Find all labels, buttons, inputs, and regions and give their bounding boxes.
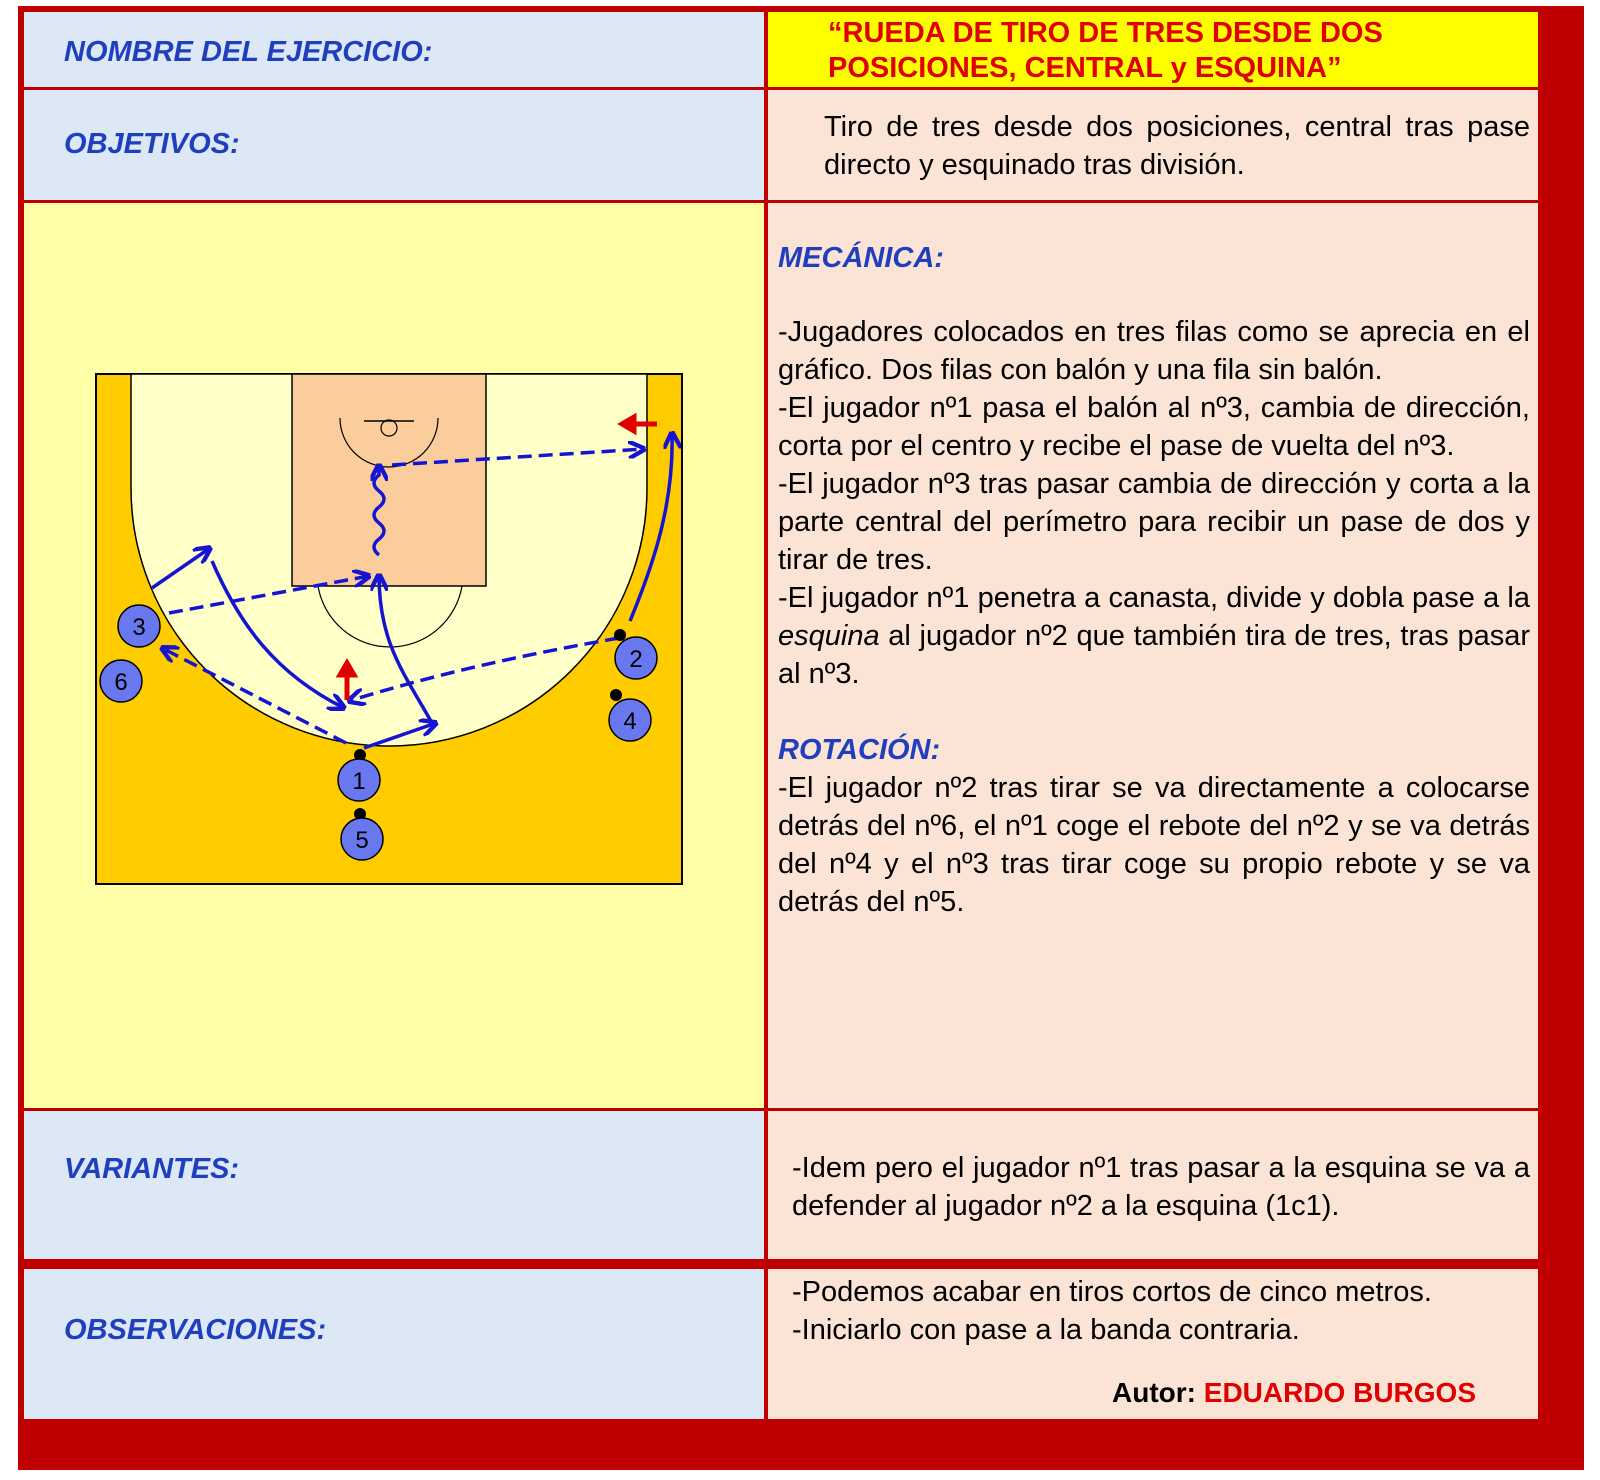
player-4-label: 4	[623, 708, 637, 735]
player-3-label: 3	[132, 614, 146, 641]
observations-label: OBSERVACIONES:	[64, 1314, 327, 1346]
observations-line2: -Iniciarlo con pase a la banda contraria.	[792, 1314, 1300, 1346]
player-2-label: 2	[629, 646, 643, 673]
mechanics-cell	[768, 203, 1538, 1108]
court-diagram	[24, 203, 764, 1108]
player-6-label: 6	[114, 669, 128, 696]
court-diagram-cell	[24, 203, 764, 1108]
variants-text: -Idem pero el jugador nº1 tras pasar a la esquina se va a defender al jugador nº2 a la esquina (1c1).	[792, 1152, 1530, 1222]
mechanics-p3: -El jugador nº3 tras pasar cambia de dirección y corta a la parte central del perímetro para recibir un pase de dos y tirar de tres.	[778, 468, 1530, 576]
name-label: NOMBRE DEL EJERCICIO:	[64, 36, 433, 68]
mechanics-p4-italic: esquina	[778, 620, 880, 652]
mechanics-p1: -Jugadores colocados en tres filas como se aprecia en el gráfico. Dos filas con balón y una fila sin balón.	[778, 316, 1530, 386]
objectives-cell	[768, 90, 1538, 200]
mechanics-p4	[778, 579, 1530, 693]
variants-label-cell	[24, 1111, 764, 1259]
player-2	[615, 637, 657, 679]
variants-cell	[768, 1111, 1538, 1259]
observations-label-cell	[24, 1269, 764, 1419]
observations-cell	[768, 1269, 1538, 1419]
ball-4	[610, 689, 622, 701]
mechanics-p2: -El jugador nº1 pasa el balón al nº3, cambia de dirección, corta por el centro y recibe el pase de vuelta del nº3.	[778, 392, 1530, 462]
player-4	[609, 699, 651, 741]
exercise-title-line2: POSICIONES, CENTRAL y ESQUINA”	[828, 52, 1342, 84]
player-5-label: 5	[355, 827, 369, 854]
player-1	[338, 759, 380, 801]
rotation-heading: ROTACIÓN:	[778, 734, 941, 766]
mechanics-p4-end: al jugador nº2 que también tira de tres, tras pasar al nº3.	[778, 620, 1530, 690]
player-6	[100, 660, 142, 702]
player-1-label: 1	[352, 768, 366, 795]
ball-2	[614, 629, 626, 641]
exercise-sheet	[18, 6, 1584, 1470]
objectives-label-cell	[24, 90, 764, 200]
rotation-text: -El jugador nº2 tras tirar se va directamente a colocarse detrás del nº6, el nº1 coge el rebote del nº2 y se va detrás del nº4 y el nº3 tras tirar coge su propio rebote y se va detrás del nº5.	[778, 772, 1530, 918]
author-credit	[1112, 1377, 1476, 1409]
objectives-label: OBJETIVOS:	[64, 128, 240, 160]
title-cell	[768, 12, 1538, 87]
observations-text	[792, 1273, 1532, 1349]
mechanics-p4-start: -El jugador nº1 penetra a canasta, divide y dobla pase a la	[778, 582, 1530, 614]
mechanics-heading: MECÁNICA:	[778, 242, 944, 274]
objectives-text: Tiro de tres desde dos posiciones, central tras pase directo y esquinado tras división.	[824, 111, 1530, 181]
author-name: EDUARDO BURGOS	[1203, 1377, 1476, 1408]
player-3	[118, 605, 160, 647]
paint	[292, 374, 486, 586]
exercise-title-line1: “RUEDA DE TIRO DE TRES DESDE DOS	[828, 17, 1383, 49]
exercise-title	[828, 16, 1383, 86]
name-label-cell	[24, 12, 764, 87]
variants-label: VARIANTES:	[64, 1153, 240, 1185]
observations-line1: -Podemos acabar en tiros cortos de cinco metros.	[792, 1276, 1432, 1308]
author-label: Autor:	[1112, 1377, 1196, 1408]
player-5	[341, 818, 383, 860]
mechanics-block	[778, 239, 1530, 921]
